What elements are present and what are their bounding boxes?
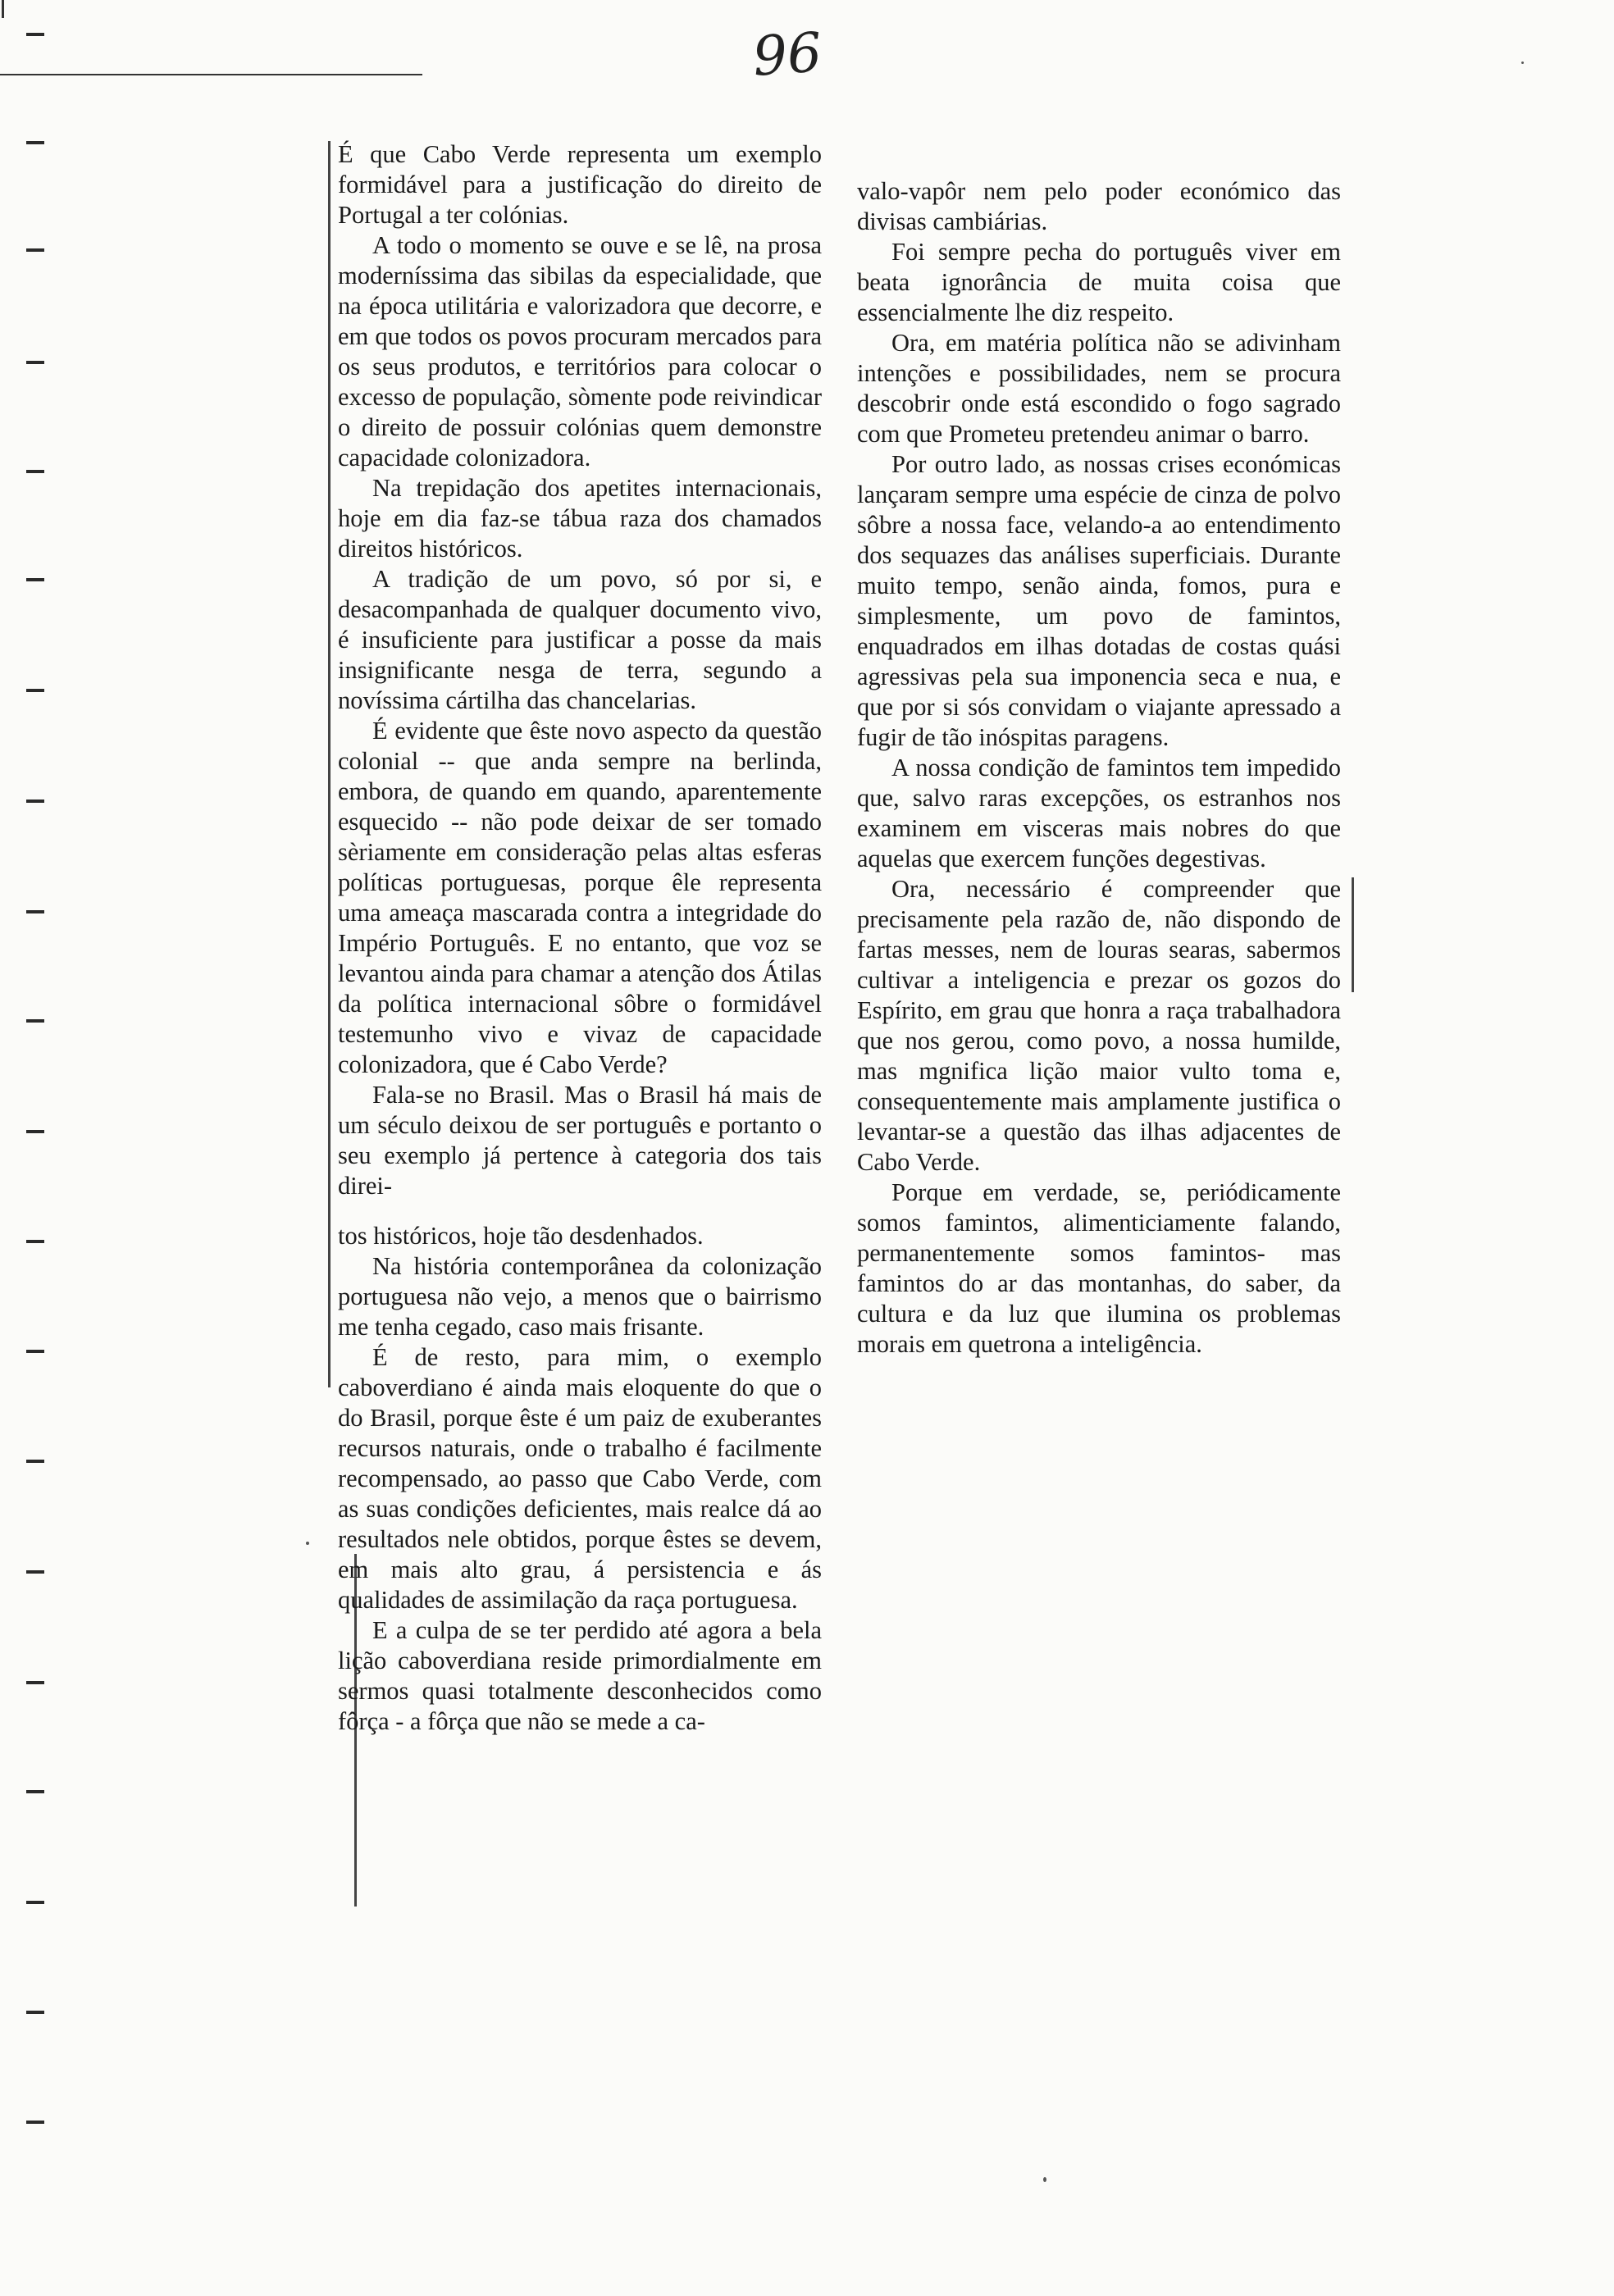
paragraph: Porque em verdade, se, periódicamente somos famintos, alimenticiamente falando, permanentemente somos famintos- mas famintos do ar das montanhas, do saber, da cultura e da luz que ilumina os problemas morais em quetrona a inteligência.	[857, 1178, 1341, 1358]
margin-tick	[26, 800, 44, 803]
margin-tick	[26, 689, 44, 692]
paragraph: É de resto, para mim, o exemplo caboverdiano é ainda mais eloquente do que o do Brasil, porque êste é um paiz de exuberantes recursos naturais, onde o trabalho é facilmente recompensado, ao passo que Cabo Verde, com as suas condições deficientes, mais realce dá ao resultados nele obtidos, porque êstes se devem, em mais alto grau, á persistencia e ás qualidades de assimilação da raça portuguesa.	[338, 1343, 822, 1614]
margin-tick	[26, 1019, 44, 1023]
margin-tick	[26, 1901, 44, 1904]
margin-tick	[26, 2121, 44, 2124]
margin-tick	[26, 1570, 44, 1574]
paragraph: A todo o momento se ouve e se lê, na prosa moderníssima das sibilas da especialidade, que na época utilitária e valorizadora que decorre, e em que todos os povos procuram mercados para os seus produtos, e territórios para colocar o excesso de população, sòmente pode reivindicar o direito de possuir colónias quem demonstre capacidade colonizadora.	[338, 231, 822, 472]
paragraph: Na trepidação dos apetites internacionais, hoje em dia faz-se tábua raza dos chamados direitos históricos.	[338, 474, 822, 563]
paragraph: Por outro lado, as nossas crises económicas lançaram sempre uma espécie de cinza de polvo sôbre a nossa face, velando-a ao entendimento dos sequazes das análises superficiais. Durante muito tempo, senão ainda, fomos, pura e simplesmente, um povo de famintos, enquadrados em ilhas dotadas de costas quási agressivas pela sua imponencia seca e nua, e que por si sós convidam o viajante apressado a fugir de tão inóspitas paragens.	[857, 450, 1341, 751]
top-rule	[0, 74, 422, 75]
column-edge-bar	[1352, 877, 1354, 992]
article-column-right	[857, 176, 1341, 1360]
paragraph: E a culpa de se ter perdido até agora a bela lição caboverdiana reside primordialmente em sermos quasi totalmente desconhecidos como fôrça - a fôrça que não se mede a ca-	[338, 1616, 822, 1735]
margin-tick	[26, 470, 44, 473]
margin-tick	[26, 141, 44, 144]
margin-tick	[26, 248, 44, 252]
margin-tick	[26, 1790, 44, 1793]
paragraph: É que Cabo Verde representa um exemplo formidável para a justificação do direito de Portugal a ter colónias.	[338, 140, 822, 229]
margin-tick	[26, 1240, 44, 1243]
margin-tick	[26, 361, 44, 364]
margin-tick	[26, 33, 44, 36]
margin-tick	[26, 2011, 44, 2014]
paragraph: É evidente que êste novo aspecto da questão colonial -- que anda sempre na berlinda, embora, de quando em quando, aparentemente esquecido -- não pode deixar de ser tomado sèriamente em consideração pelas altas esferas políticas portuguesas, porque êle representa uma ameaça mascarada contra a integridade do Império Português. E no entanto, que voz se levantou ainda para chamar a atenção dos Átilas da política internacional sôbre o formidável testemunho vivo e vivaz de capacidade colonizadora, que é Cabo Verde?	[338, 717, 822, 1078]
margin-tick	[26, 578, 44, 581]
paragraph: valo-vapôr nem pelo poder económico das divisas cambiárias.	[857, 177, 1341, 235]
paragraph: Foi sempre pecha do português viver em beata ignorância de muita coisa que essencialmente lhe diz respeito.	[857, 238, 1341, 326]
scan-speck	[306, 1542, 309, 1545]
paragraph: A nossa condição de famintos tem impedido que, salvo raras excepções, os estranhos nos examinem em visceras mais nobres do que aquelas que exercem funções degestivas.	[857, 754, 1341, 872]
margin-tick	[26, 910, 44, 913]
paragraph: Fala-se no Brasil. Mas o Brasil há mais de um século deixou de ser português e portanto o seu exemplo já pertence à categoria dos tais direi-	[338, 1081, 822, 1200]
margin-tick	[26, 1681, 44, 1684]
paragraph: Na história contemporânea da colonização portuguesa não vejo, a menos que o bairrismo me tenha cegado, caso mais frisante.	[338, 1252, 822, 1341]
margin-tick	[26, 1130, 44, 1133]
margin-tick	[26, 1350, 44, 1353]
article-column-left	[338, 139, 822, 1737]
paragraph: Ora, necessário é compreender que precisamente pela razão de, não dispondo de fartas messes, nem de louras searas, sabermos cultivar a inteligencia e prezar os gozos do Espírito, em grau que honra a raça trabalhadora que nos gerou, como povo, a nossa humilde, mas mgnifica lição maior vulto toma e, consequentemente mais amplamente justifica o levantar-se a questão das ilhas adjacentes de Cabo Verde.	[857, 875, 1341, 1176]
page-number: 96	[750, 20, 824, 89]
paragraph: Ora, em matéria política não se adivinham intenções e possibilidades, nem se procura descobrir onde está escondido o fogo sagrado com que Prometeu pretendeu animar o barro.	[857, 329, 1341, 448]
paragraph: tos históricos, hoje tão desdenhados.	[338, 1222, 704, 1250]
scan-speck	[1043, 2177, 1046, 2182]
corner-mark	[2, 0, 4, 18]
column-edge-bar	[328, 141, 331, 1387]
margin-tick	[26, 1460, 44, 1463]
paragraph: A tradição de um povo, só por si, e desacompanhada de qualquer documento vivo, é insuficiente para justificar a posse da mais insignificante nesga de terra, segundo a novíssima cártilha das chancelarias.	[338, 565, 822, 714]
scan-speck	[1521, 61, 1524, 64]
